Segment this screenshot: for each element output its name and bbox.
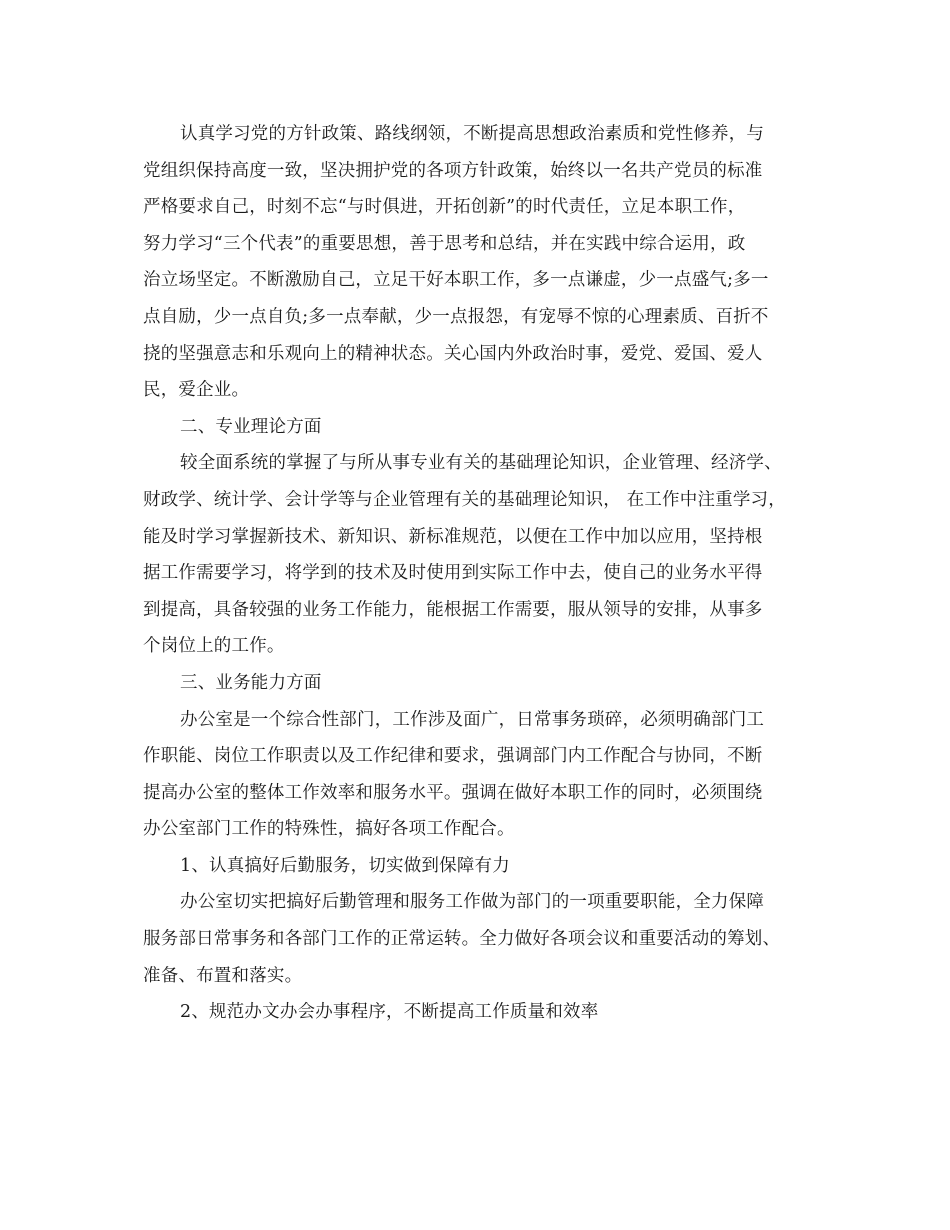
document-body (143, 116, 813, 1031)
text-line: 办公室是一个综合性部门，工作涉及面广，日常事务琐碎，必须明确部门工 (180, 709, 765, 730)
text-line: 据工作需要学习，将学到的技术及时使用到实际工作中去，使自己的业务水平得 (143, 563, 763, 584)
text-line: 三、业务能力方面 (180, 672, 322, 693)
text-line: 点自励，少一点自负;多一点奉献，少一点报怨，有宠辱不惊的心理素质、百折不 (143, 306, 769, 327)
text-line: 能及时学习掌握新技术、新知识、新标准规范，以便在工作中加以应用，坚持根 (143, 526, 763, 547)
text-line: 党组织保持高度一致，坚决拥护党的各项方针政策，始终以一名共产党员的标准 (143, 160, 763, 181)
text-line: 提高办公室的整体工作效率和服务水平。强调在做好本职工作的同时，必须围绕 (143, 782, 763, 803)
text-line: 作职能、岗位工作职责以及工作纪律和要求，强调部门内工作配合与协同，不断 (143, 746, 763, 767)
text-line: 治立场坚定。不断激励自己，立足干好本职工作，多一点谦虚，少一点盛气;多一 (143, 270, 769, 291)
text-line: 二、专业理论方面 (180, 416, 322, 437)
text-line: 服务部日常事务和各部门工作的正常运转。全力做好各项会议和重要活动的筹划、 (143, 929, 781, 950)
text-line: 准备、布置和落实。 (143, 965, 303, 986)
text-line: 1、认真搞好后勤服务，切实做到保障有力 (180, 855, 510, 876)
text-line: 2、规范办文办会办事程序，不断提高工作质量和效率 (180, 1002, 599, 1023)
text-line: 到提高，具备较强的业务工作能力，能根据工作需要，服从领导的安排，从事多 (143, 599, 763, 620)
text-line: 办公室切实把搞好后勤管理和服务工作做为部门的一项重要职能，全力保障 (180, 892, 765, 913)
text-line: 办公室部门工作的特殊性，搞好各项工作配合。 (143, 819, 515, 840)
text-line: 努力学习“三个代表”的重要思想，善于思考和总结，并在实践中综合运用，政 (143, 233, 746, 254)
text-line: 较全面系统的掌握了与所从事专业有关的基础理论知识，企业管理、经济学、 (180, 453, 782, 474)
text-line: 民，爱企业。 (143, 380, 250, 401)
text-line: 认真学习党的方针政策、路线纲领，不断提高思想政治素质和党性修养，与 (180, 124, 765, 144)
text-line: 挠的坚强意志和乐观向上的精神状态。关心国内外政治时事，爱党、爱国、爱人 (143, 343, 763, 364)
text-line: 严格要求自己，时刻不忘“与时俱进，开拓创新”的时代责任，立足本职工作， (143, 197, 746, 218)
text-line: 财政学、统计学、会计学等与企业管理有关的基础理论知识， 在工作中注重学习， (143, 489, 786, 510)
text-line: 个岗位上的工作。 (143, 636, 285, 657)
